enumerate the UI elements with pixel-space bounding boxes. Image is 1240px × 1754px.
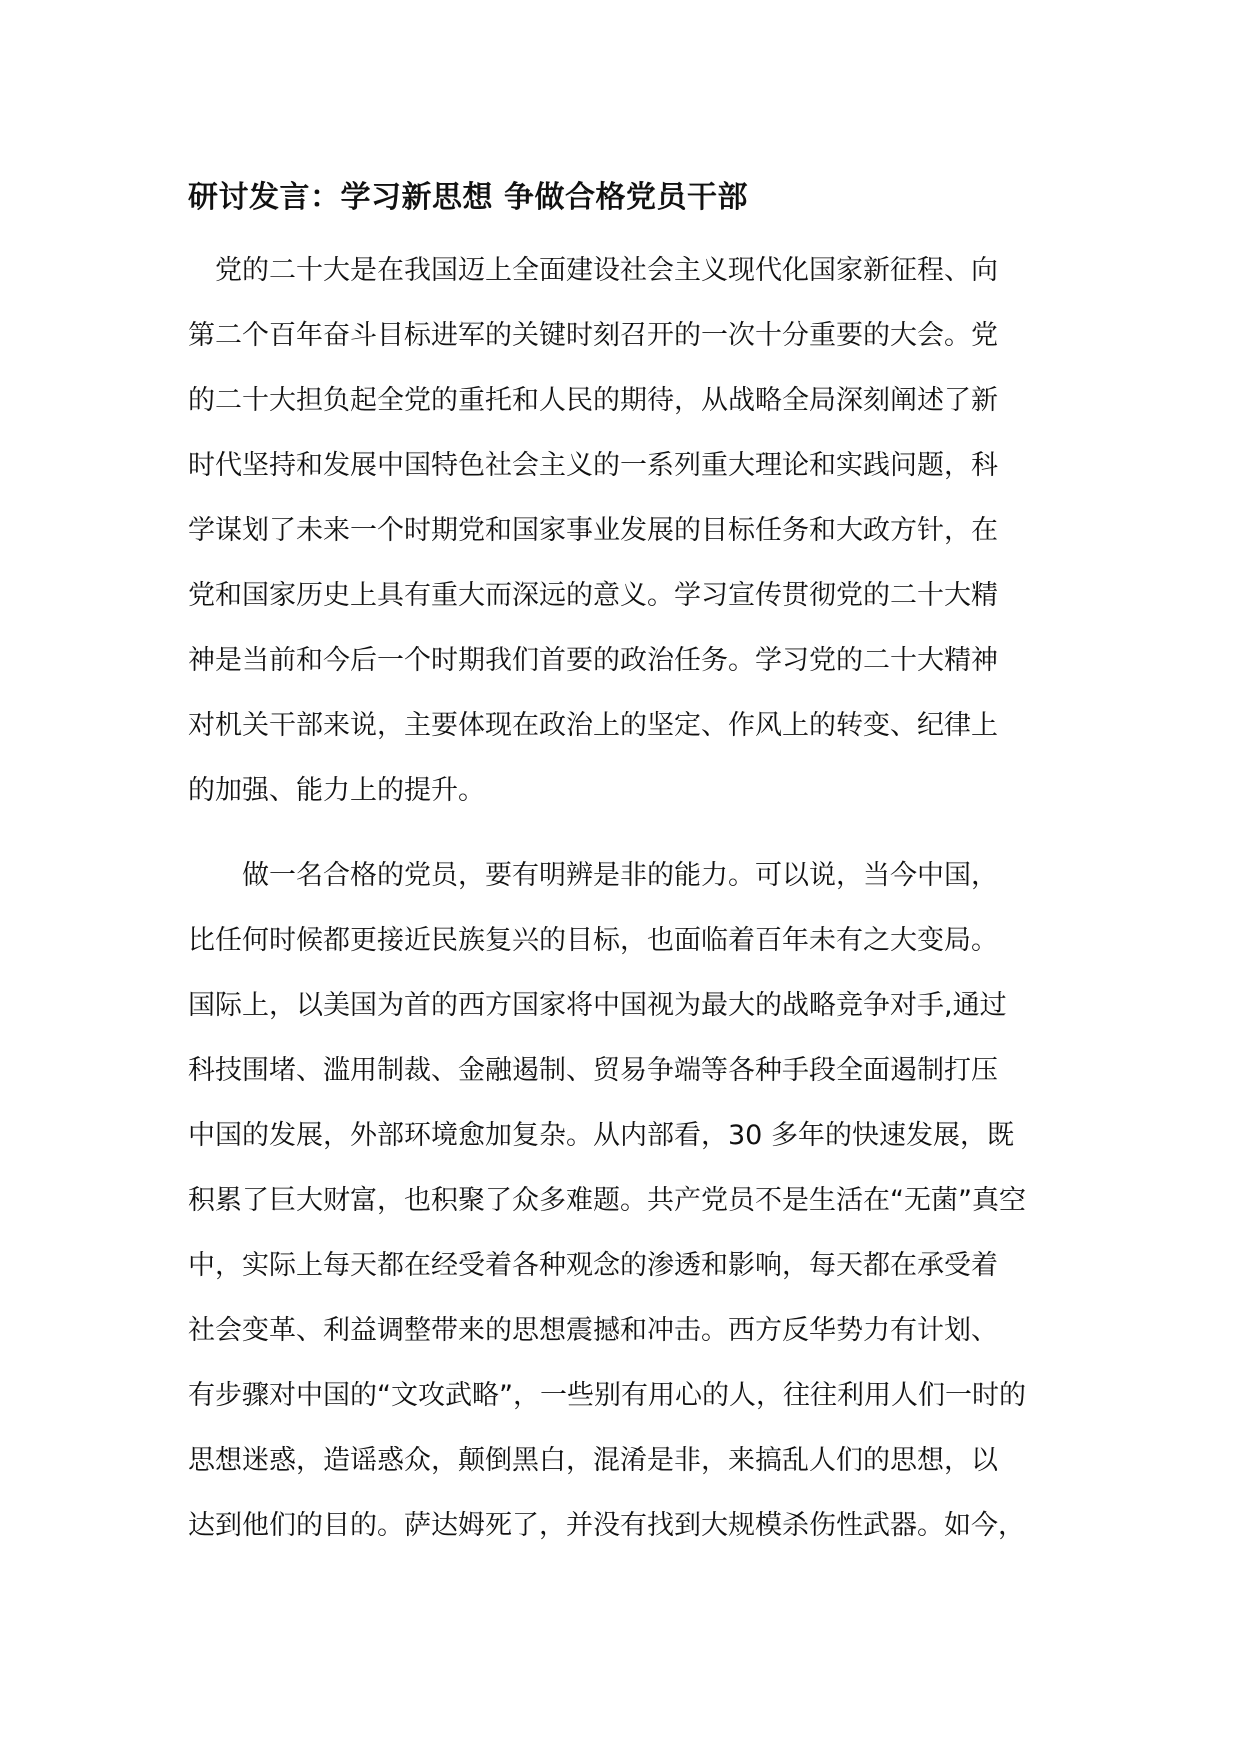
paragraph-line: 党和国家历史上具有重大而深远的意义。学习宣传贯彻党的二十大精 [188, 580, 998, 611]
paragraph-line: 中，实际上每天都在经受着各种观念的渗透和影响，每天都在承受着 [188, 1250, 998, 1281]
paragraph-line: 时代坚持和发展中国特色社会主义的一系列重大理论和实践问题，科 [188, 450, 998, 481]
paragraph-line: 神是当前和今后一个时期我们首要的政治任务。学习党的二十大精神 [188, 645, 998, 676]
paragraph-2 [188, 843, 1063, 1558]
paragraph-line: 对机关干部来说，主要体现在政治上的坚定、作风上的转变、纪律上 [188, 710, 998, 741]
paragraph-line: 学谋划了未来一个时期党和国家事业发展的目标任务和大政方针，在 [188, 515, 998, 546]
paragraph-1 [188, 238, 1063, 823]
paragraph-line: 党的二十大是在我国迈上全面建设社会主义现代化国家新征程、向 [188, 255, 998, 286]
paragraph-line: 思想迷惑，造谣惑众，颠倒黑白，混淆是非，来搞乱人们的思想，以 [188, 1445, 998, 1476]
paragraph-line: 做一名合格的党员，要有明辨是非的能力。可以说，当今中国， [188, 860, 998, 891]
paragraph-line: 国际上，以美国为首的西方国家将中国视为最大的战略竞争对手,通过 [188, 990, 1007, 1021]
document-page [188, 178, 1063, 1558]
paragraph-line: 科技围堵、滥用制裁、金融遏制、贸易争端等各种手段全面遏制打压 [188, 1055, 998, 1086]
paragraph-line: 有步骤对中国的“文攻武略”，一些别有用心的人，往往利用人们一时的 [188, 1380, 1026, 1411]
paragraph-line: 比任何时候都更接近民族复兴的目标，也面临着百年未有之大变局。 [188, 925, 998, 956]
paragraph-line: 的二十大担负起全党的重托和人民的期待，从战略全局深刻阐述了新 [188, 385, 998, 416]
paragraph-spacer [188, 823, 1063, 843]
paragraph-line: 中国的发展，外部环境愈加复杂。从内部看，30 多年的快速发展，既 [188, 1120, 1014, 1151]
paragraph-line: 社会变革、利益调整带来的思想震撼和冲击。西方反华势力有计划、 [188, 1315, 998, 1346]
paragraph-line: 达到他们的目的。萨达姆死了，并没有找到大规模杀伤性武器。如今， [188, 1510, 1025, 1541]
paragraph-line: 积累了巨大财富，也积聚了众多难题。共产党员不是生活在“无菌”真空 [188, 1185, 1026, 1216]
document-title: 研讨发言：学习新思想 争做合格党员干部 [188, 180, 748, 215]
paragraph-line: 的加强、能力上的提升。 [188, 775, 485, 806]
paragraph-line: 第二个百年奋斗目标进军的关键时刻召开的一次十分重要的大会。党 [188, 320, 998, 351]
